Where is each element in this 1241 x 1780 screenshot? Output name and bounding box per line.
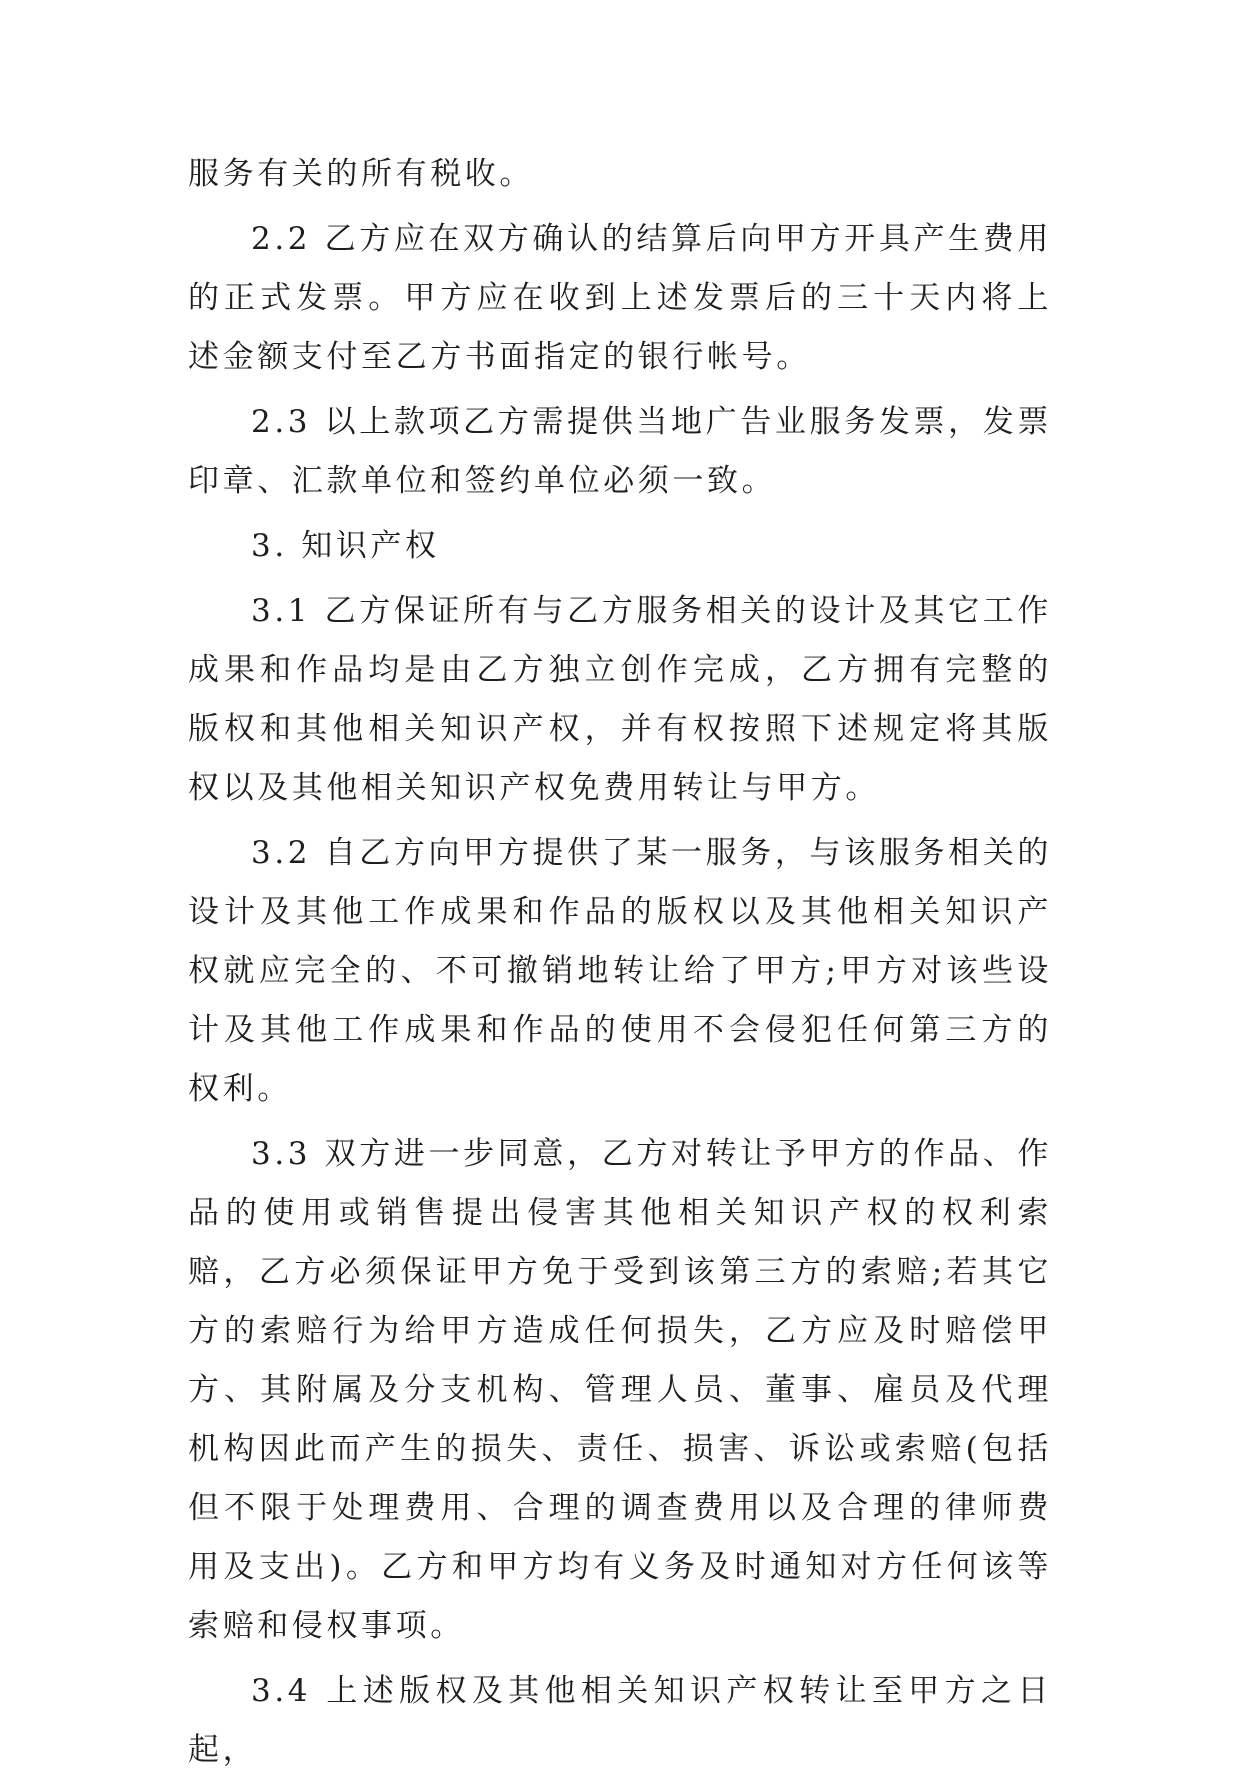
section-heading-intellectual-property: 3. 知识产权 <box>251 528 440 564</box>
paragraph-clause-2-2: 2.2 乙方应在双方确认的结算后向甲方开具产生费用的正式发票。甲方应在收到上述发票后的三十天内将上述金额支付至乙方书面指定的银行帐号。 <box>188 221 1052 375</box>
paragraph-clause-2-3: 2.3 以上款项乙方需提供当地广告业服务发票，发票印章、汇款单位和签约单位必须一致。 <box>188 404 1052 499</box>
paragraph-clause-3-4: 3.4 上述版权及其他相关知识产权转让至甲方之日起， <box>188 1673 1052 1768</box>
paragraph-clause-3-2: 3.2 自乙方向甲方提供了某一服务，与该服务相关的设计及其他工作成果和作品的版权以及其他相关知识产权就应完全的、不可撤销地转让给了甲方;甲方对该些设计及其他工作成果和作品的使用不会侵犯任何第三方的权利。 <box>188 835 1052 1107</box>
document-body <box>188 145 1052 1780</box>
paragraph-clause-3-1: 3.1 乙方保证所有与乙方服务相关的设计及其它工作成果和作品均是由乙方独立创作完成，乙方拥有完整的版权和其他相关知识产权，并有权按照下述规定将其版权以及其他相关知识产权免费用转让与甲方。 <box>188 593 1052 806</box>
paragraph-tax-continuation: 服务有关的所有税收。 <box>188 156 534 192</box>
paragraph-clause-3-3: 3.3 双方进一步同意，乙方对转让予甲方的作品、作品的使用或销售提出侵害其他相关知识产权的权利索赔，乙方必须保证甲方免于受到该第三方的索赔;若其它方的索赔行为给甲方造成任何损失，乙方应及时赔偿甲方、其附属及分支机构、管理人员、董事、雇员及代理机构因此而产生的损失、责任、损害、诉讼或索赔(包括但不限于处理费用、合理的调查费用以及合理的律师费用及支出)。乙方和甲方均有义务及时通知对方任何该等索赔和侵权事项。 <box>188 1136 1052 1644</box>
